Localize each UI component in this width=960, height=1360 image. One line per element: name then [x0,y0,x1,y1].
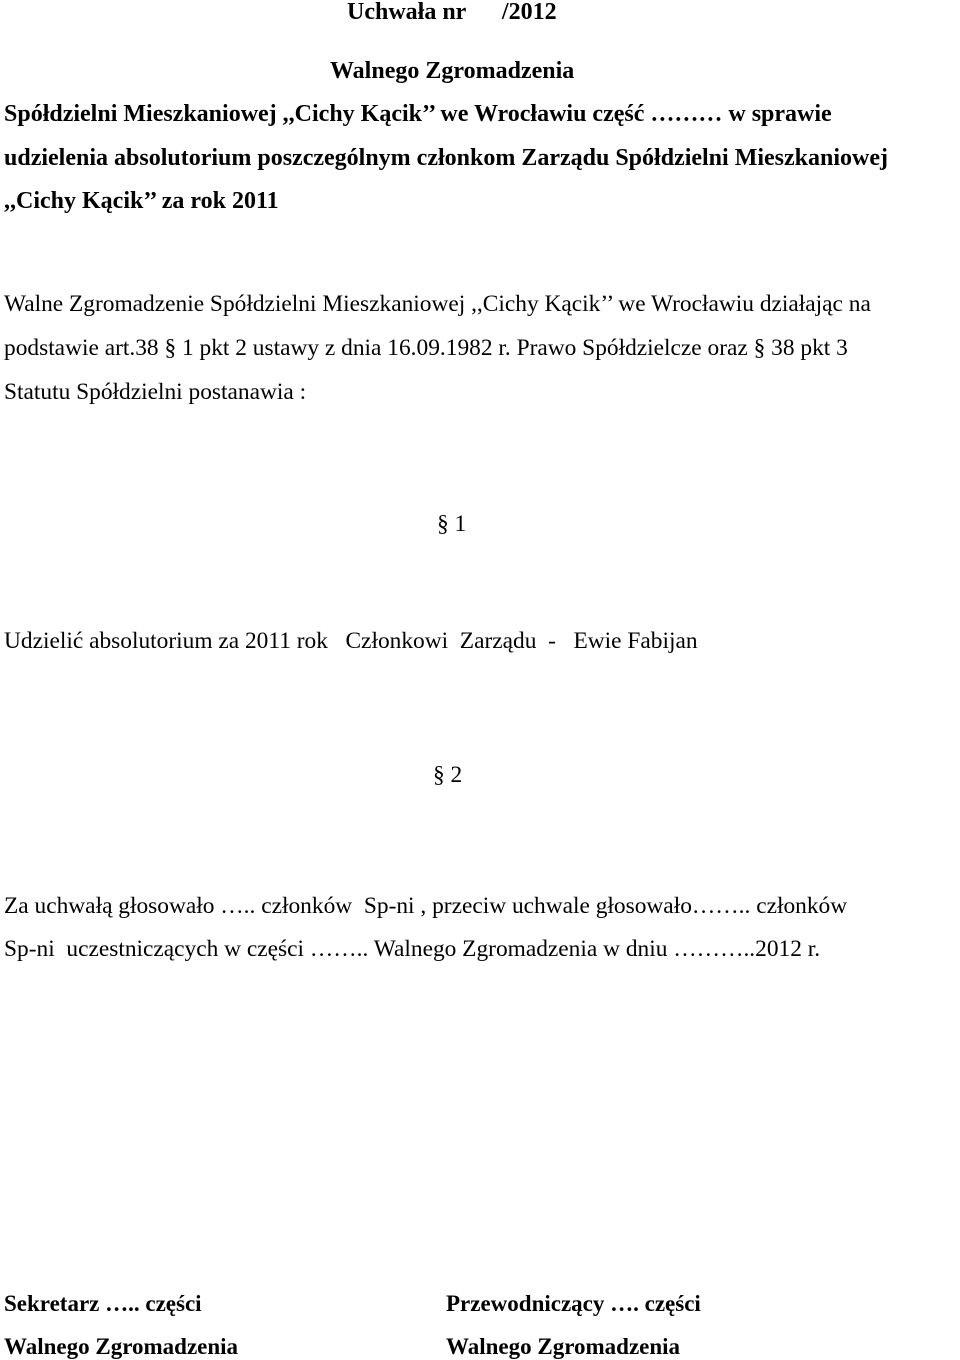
header-line-3: Spółdzielni Mieszkaniowej ,,Cichy Kącik’’ we Wrocławiu część ……… w sprawie [4,101,832,127]
section-2-line-1: Za uchwałą głosowało ….. członków Sp-ni , przeciw uchwale głosowało…….. członków [4,893,848,919]
section-2-line-2: Sp-ni uczestniczących w części …….. Walnego Zgromadzenia w dniu ………..2012 r. [4,936,821,962]
section-1-text: Udzielić absolutorium za 2011 rok Członkowi Zarządu - Ewie Fabijan [4,628,698,654]
header-line-4: udzielenia absolutorium poszczególnym członkom Zarządu Spółdzielni Mieszkaniowej [4,145,889,171]
preamble-line-3: Statutu Spółdzielni postanawia : [4,379,307,405]
section-2-heading: § 2 [433,762,463,788]
chairman-signature-line: Przewodniczący …. części [446,1291,701,1316]
preamble-line-2: podstawie art.38 § 1 pkt 2 ustawy z dnia 16.09.1982 r. Prawo Spółdzielcze oraz § 38 pkt 3 [4,335,848,361]
header-line-5: ,,Cichy Kącik’’ za rok 2011 [4,188,279,214]
preamble-line-1: Walne Zgromadzenie Spółdzielni Mieszkaniowej ,,Cichy Kącik’’ we Wrocławiu działając na [4,291,871,317]
section-1-heading: § 1 [437,511,467,537]
chairman-signature-assembly: Walnego Zgromadzenia [446,1334,681,1359]
resolution-title: Uchwała nr /2012 [347,0,557,25]
secretary-signature-assembly: Walnego Zgromadzenia [4,1334,239,1359]
assembly-line: Walnego Zgromadzenia [330,58,575,84]
secretary-signature-line: Sekretarz ….. części [4,1291,202,1316]
